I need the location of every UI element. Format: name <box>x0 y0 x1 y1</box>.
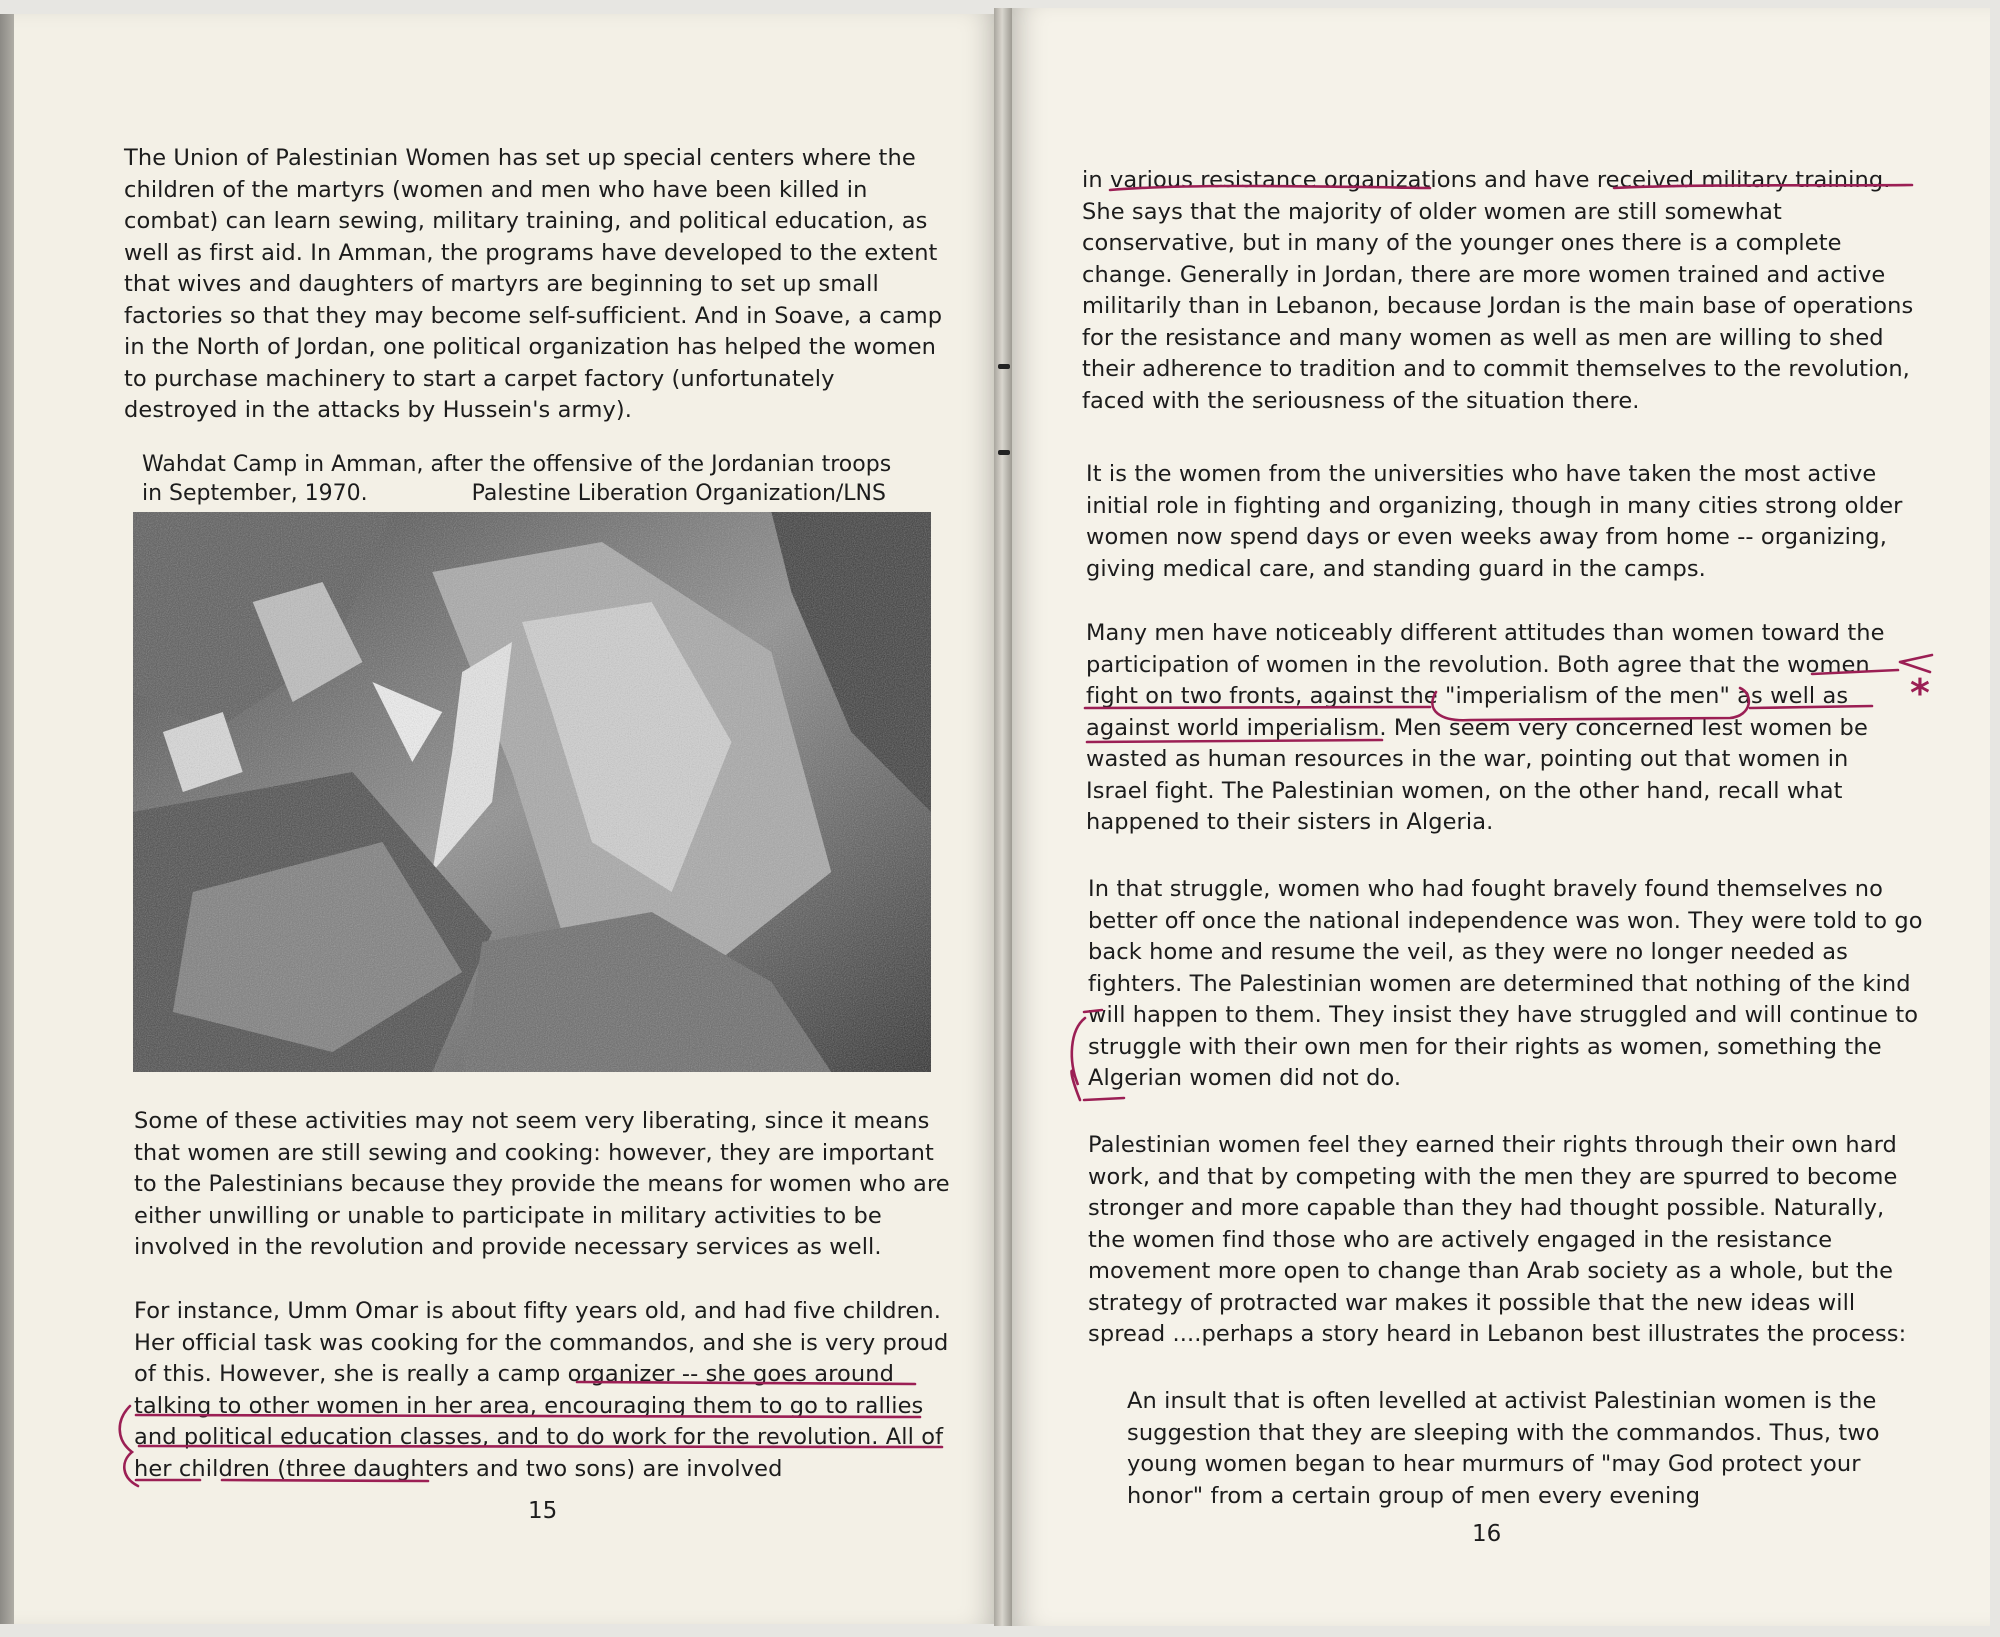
right-paragraph-1: in various resistance organizations and have received military training. She says that the majority of older women are still somewhat conservative, but in many of the younger ones there is a complete change. Generally in Jordan, there are more women trained and active militarily than in Lebanon, because Jordan is the main base of operations for the resistance and many women as well as men are willing to shed their adherence to tradition and to commit themselves to the revolution, faced with the seriousness of the situation there. <box>1082 167 1914 414</box>
left-paragraph-2: Some of these activities may not seem very liberating, since it means that women are still sewing and cooking: however, they are important to the Palestinians because they provide the means for women who are either unwilling or unable to participate in military activities to be involved in the revolution and provide necessary services as well. <box>134 1108 950 1260</box>
right-paragraph-5: Palestinian women feel they earned their rights through their own hard work, and that by competing with the men they are spurred to become stronger and more capable than they had thought possible. Naturally, the women find those who are actively engaged in the resistance movement more open to change than Arab society as a whole, but the strategy of protracted war makes it possible that the new ideas will spread ....perhaps a story heard in Lebanon best illustrates the process: <box>1088 1132 1907 1347</box>
photo-caption <box>142 450 962 508</box>
staple-mark-top <box>998 364 1010 369</box>
caption-line-1: Wahdat Camp in Amman, after the offensive of the Jordanian troops <box>142 452 892 477</box>
book-spine <box>994 8 1012 1626</box>
right-paragraph-2: It is the women from the universities who have taken the most active initial role in fighting and organizing, though in many cities strong older women now spend days or even weeks away from home -- organizing, giving medical care, and standing guard in the camps. <box>1086 461 1903 582</box>
asterisk-mark: * <box>1910 671 1930 715</box>
page-number-15: 15 <box>528 1498 558 1524</box>
photo-credit: Palestine Liberation Organization/LNS <box>471 481 886 506</box>
left-paragraph-3: For instance, Umm Omar is about fifty years old, and had five children. Her official task was cooking for the commandos, and she is very proud of this. However, she is really a camp organizer -- she goes around talking to other women in her area, encouraging them to go to rallies and political education classes, and to do work for the revolution. All of her children (three daughters and two sons) are involved <box>134 1298 949 1482</box>
caption-line-2: in September, 1970. <box>142 481 368 506</box>
page-number-16: 16 <box>1472 1521 1502 1547</box>
left-paragraph-1: The Union of Palestinian Women has set up special centers where the children of the martyrs (women and men who have been killed in combat) can learn sewing, military training, and political education, as well as first aid. In Amman, the programs have developed to the extent that wives and daughters of martyrs are beginning to set up small factories so that they may become self-sufficient. And in Soave, a camp in the North of Jordan, one political organization has helped the women to purchase machinery to start a carpet factory (unfortunately destroyed in the attacks by Hussein's army). <box>124 145 943 423</box>
wahdat-camp-photo <box>133 512 931 1072</box>
staple-mark-bottom <box>998 450 1010 455</box>
right-paragraph-4: In that struggle, women who had fought bravely found themselves no better off once the national independence was won. They were told to go back home and resume the veil, as they were no longer needed as fighters. The Palestinian women are determined that nothing of the kind will happen to them. They insist they have struggled and will continue to struggle with their own men for their rights as women, something the Algerian women did not do. <box>1088 876 1923 1091</box>
right-paragraph-3: Many men have noticeably different attitudes than women toward the participation of women in the revolution. Both agree that the women fight on two fronts, against the "imperialism of the men" as well as against world imperialism. Men seem very concerned lest women be wasted as human resources in the war, pointing out that women in Israel fight. The Palestinian women, on the other hand, recall what happened to their sisters in Algeria. <box>1086 620 1885 835</box>
block-quote: An insult that is often levelled at activist Palestinian women is the suggestion that they are sleeping with the commandos. Thus, two young women began to hear murmurs of "may God protect your honor" from a certain group of men every evening <box>1127 1388 1880 1509</box>
